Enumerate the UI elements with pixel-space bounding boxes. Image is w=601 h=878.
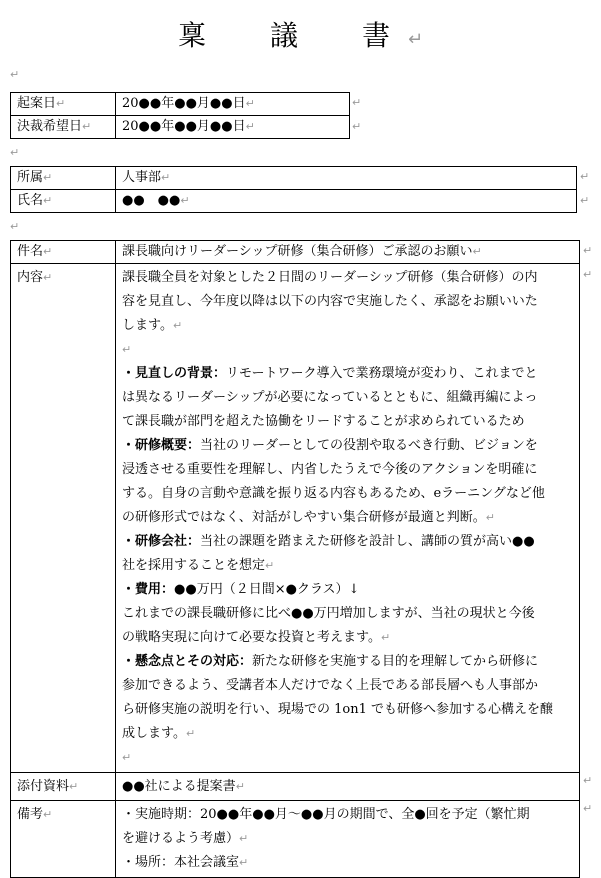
background-line: リモートワーク導入で業務環境が変わり、これまでと: [226, 366, 538, 381]
concern-line: 新たな研修を実施する目的を理解してから研修に: [252, 654, 539, 669]
cost-value: ●●万円（２日間×●クラス）↓: [174, 582, 360, 597]
department-label: 所属: [17, 170, 44, 185]
person-table: [10, 166, 577, 213]
background-line: は異なるリーダーシップが必要になっているとともに、組織再編によっ: [122, 390, 538, 405]
row-end-mark: ↵: [580, 170, 590, 183]
concern-line: ら研修実施の説明を行い、現場での 1on1 でも研修へ参加する心構えを醸: [122, 702, 554, 717]
proposal-date-label: 起案日: [17, 96, 57, 111]
row-end-mark: ↵: [580, 194, 590, 207]
row-end-mark: ↵: [352, 96, 362, 109]
name-value: ●● ●●: [122, 193, 181, 208]
content-label: 内容: [17, 270, 44, 285]
remarks-row: 備考↵ ・実施時期：20●●年●●月～●●月の期間で、全●回を予定（繁忙期 を避けるよう考慮）↵ ・場所：本社会議室↵: [11, 801, 580, 878]
content-body: 課長職全員を対象とした２日間のリーダーシップ研修（集合研修）の内 容を見直し、今年度以降は以下の内容で実施したく、承認をお願いいた します。↵ ↵ ・見直しの背景：リモートワーク導入で業務環境が変わり、これまでと は異なるリーダーシップが必要になっているとともに、組織再編によっ て課長職が部門を超えた協働をリードすることが求められているため ・研修概要：当社のリーダーとしての役割や取るべき行動、ビジョンを 浸透させる重要性を理解し、内省したうえで今後のアクションを明確に する。自身の言動や意識を振り返る内容もあるため、eラーニングなど他 の研修形式ではなく、対話がしやすい集合研修が最適と判断。↵ ・研修会社：当社の課題を踏まえた研修を設計し、講師の質が高い●● 社を採用することを想定↵ ・費用：●●万円（２日間×●クラス）↓ これまでの課長職研修に比べ●●万円増加しますが、当社の現状と今後 の戦略実現に向けて必要な投資と考えます。↵ ・懸念点とその対応：新たな研修を実施する目的を理解してから研修に 参加できるよう、受講者本人だけでなく上長である部長層へも人事部か ら研修実施の説明を行い、現場での 1on1 でも研修へ参加する心構えを醸 成します。↵ ↵: [116, 264, 580, 773]
row-end-mark: ↵: [583, 802, 593, 815]
content-row: 内容↵ 課長職全員を対象とした２日間のリーダーシップ研修（集合研修）の内 容を見直し、今年度以降は以下の内容で実施したく、承認をお願いいた します。↵ ↵ ・見直しの背景：リモートワーク導入で業務環境が変わり、これまでと は異なるリーダーシップが必要になっているとともに、組織再編によっ て課長職が部門を超えた協働をリードすることが求められているため ・研修概要：当社のリーダーとしての役割や取るべき行動、ビジョンを 浸透させる重要性を理解し、内省したうえで今後のアクションを明確に する。自身の言動や意識を振り返る内容もあるため、eラーニングなど他 の研修形式ではなく、対話がしやすい集合研修が最適と判断。↵ ・研修会社：当社の課題を踏まえた研修を設計し、講師の質が高い●● 社を採用することを想定↵ ・費用：●●万円（２日間×●クラス）↓ これまでの課長職研修に比べ●●万円増加しますが、当社の現状と今後 の戦略実現に向けて必要な投資と考えます。↵ ・懸念点とその対応：新たな研修を実施する目的を理解してから研修に 参加できるよう、受講者本人だけでなく上長である部長層へも人事部か ら研修実施の説明を行い、現場での 1on1 でも研修へ参加する心構えを醸 成します。↵ ↵: [11, 264, 580, 773]
cost-line: これまでの課長職研修に比べ●●万円増加しますが、当社の現状と今後: [122, 606, 535, 621]
document-title: 稟 議 書↵: [177, 19, 424, 52]
paragraph-mark: ↵: [122, 343, 132, 356]
company-heading: ・研修会社：: [122, 534, 201, 549]
overview-heading: ・研修概要：: [122, 438, 201, 453]
dates-table: [10, 92, 350, 139]
remarks-line: ・場所：本社会議室: [122, 855, 240, 870]
paragraph-mark: ↵: [10, 68, 20, 81]
main-table: [10, 240, 580, 878]
decision-date-row: 決裁希望日↵ 20●●年●●月●●日↵: [11, 116, 350, 139]
paragraph-mark: ↵: [122, 751, 132, 764]
paragraph-mark: ↵: [10, 220, 20, 233]
cost-heading: ・費用：: [122, 582, 175, 597]
name-label: 氏名: [17, 193, 44, 208]
cost-line: の戦略実現に向けて必要な投資と考えます。: [122, 630, 381, 645]
subject-row: 件名↵ 課長職向けリーダーシップ研修（集合研修）ご承認のお願い↵: [11, 241, 580, 264]
attachment-label: 添付資料: [17, 778, 70, 794]
company-line: 社を採用することを想定: [122, 558, 266, 573]
decision-date-label: 決裁希望日: [17, 119, 83, 134]
subject-label: 件名: [17, 244, 44, 259]
row-end-mark: ↵: [583, 244, 593, 257]
remarks-line: を避けるよう考慮）: [122, 831, 240, 846]
intro-line: します。: [122, 318, 173, 333]
concern-line: 参加できるよう、受講者本人だけでなく上長である部長層へも人事部か: [122, 678, 539, 693]
background-heading: ・見直しの背景：: [122, 366, 227, 381]
attachment-row: 添付資料↵ ●●社による提案書↵: [11, 773, 580, 801]
company-line: 当社の課題を踏まえた研修を設計し、講師の質が高い●●: [200, 534, 535, 549]
remarks-line: ・実施時期：20●●年●●月～●●月の期間で、全●回を予定（繁忙期: [122, 807, 530, 822]
overview-line: の研修形式ではなく、対話がしやすい集合研修が最適と判断。: [122, 510, 486, 525]
intro-line: 容を見直し、今年度以降は以下の内容で実施したく、承認をお願いいた: [122, 294, 538, 309]
remarks-body: ・実施時期：20●●年●●月～●●月の期間で、全●回を予定（繁忙期 を避けるよう考慮）↵ ・場所：本社会議室↵: [116, 801, 580, 878]
department-row: 所属↵ 人事部↵: [11, 167, 577, 190]
overview-line: する。自身の言動や意識を振り返る内容もあるため、eラーニングなど他: [122, 486, 545, 501]
proposal-date-value: 20●●年●●月●●日: [122, 96, 246, 111]
overview-line: 浸透させる重要性を理解し、内省したうえで今後のアクションを明確に: [122, 462, 538, 477]
background-line: て課長職が部門を超えた協働をリードすることが求められているため: [122, 414, 525, 429]
attachment-value: ●●社による提案書: [122, 778, 236, 794]
department-value: 人事部: [122, 170, 162, 185]
concern-heading: ・懸念点とその対応：: [122, 654, 253, 669]
overview-line: 当社のリーダーとしての役割や取るべき行動、ビジョンを: [200, 438, 538, 453]
intro-line: 課長職全員を対象とした２日間のリーダーシップ研修（集合研修）の内: [122, 270, 538, 285]
remarks-label: 備考: [17, 807, 44, 822]
decision-date-value: 20●●年●●月●●日: [122, 119, 246, 134]
row-end-mark: ↵: [583, 774, 593, 787]
row-end-mark: ↵: [583, 268, 593, 281]
row-end-mark: ↵: [352, 120, 362, 133]
name-row: 氏名↵ ●● ●●↵: [11, 190, 577, 213]
concern-line: 成します。: [122, 726, 186, 741]
paragraph-mark: ↵: [10, 146, 20, 159]
proposal-date-row: 起案日↵ 20●●年●●月●●日↵: [11, 93, 350, 116]
subject-value: 課長職向けリーダーシップ研修（集合研修）ご承認のお願い: [122, 244, 473, 259]
